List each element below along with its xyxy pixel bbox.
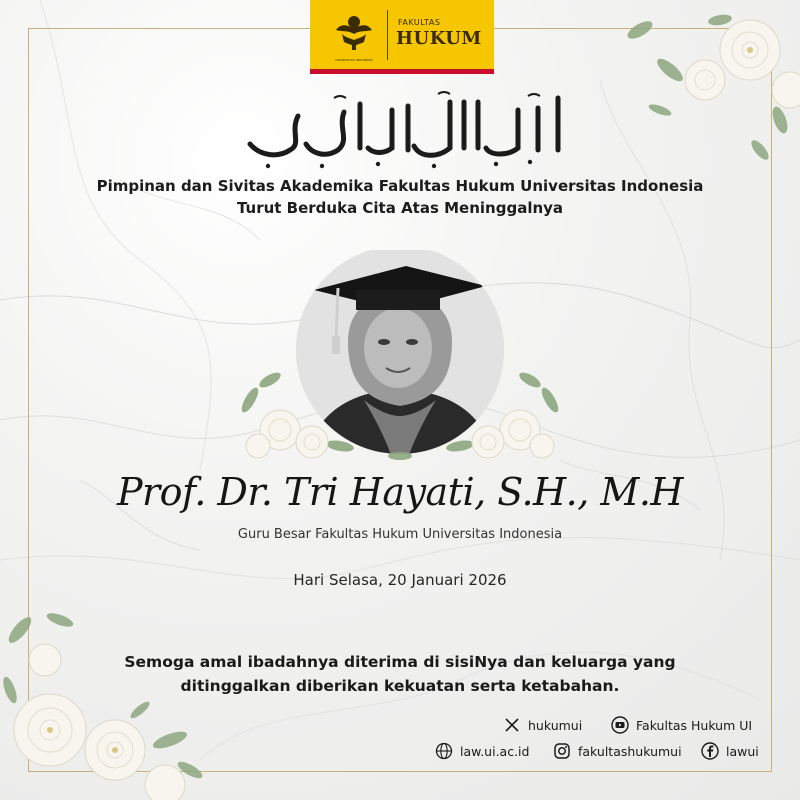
instagram-icon — [552, 741, 572, 761]
logo-subtitle: FAKULTAS — [398, 18, 441, 27]
announcement-line-2: Turut Berduka Cita Atas Meninggalnya — [236, 199, 564, 217]
calligraphy-image — [238, 88, 564, 172]
instagram-handle: fakultashukumui — [578, 743, 682, 759]
university-label: UNIVERSITAS INDONESIA — [335, 58, 373, 62]
youtube-handle: Fakultas Hukum UI — [636, 717, 753, 733]
flower-wreath — [240, 360, 560, 470]
social-website[interactable] — [434, 740, 529, 762]
social-x[interactable] — [502, 714, 582, 736]
date-text: Hari Selasa, 20 Januari 2026 — [293, 571, 507, 589]
globe-icon — [434, 741, 454, 761]
logo-title: HUKUM — [396, 28, 482, 49]
youtube-icon — [610, 715, 630, 735]
social-facebook[interactable] — [700, 740, 759, 762]
prayer-line-2: ditinggalkan diberikan kekuatan serta ketabahan. — [180, 677, 620, 695]
x-handle: hukumui — [528, 717, 583, 733]
faculty-logo — [310, 0, 494, 74]
prayer-line-1: Semoga amal ibadahnya diterima di sisiNya dan keluarga yang — [124, 653, 676, 671]
website-url: law.ui.ac.id — [460, 743, 530, 759]
facebook-icon — [700, 741, 720, 761]
logo-divider — [387, 10, 388, 60]
social-youtube[interactable] — [610, 714, 752, 736]
facebook-handle: lawui — [726, 743, 759, 759]
flower-decoration-bottom-left — [0, 600, 210, 800]
x-icon — [502, 715, 522, 735]
seal-icon — [328, 8, 380, 60]
prayer-text — [100, 650, 700, 698]
person-title: Guru Besar Fakultas Hukum Universitas Indonesia — [237, 527, 563, 542]
flower-decoration-top-right — [600, 0, 800, 170]
social-instagram[interactable] — [552, 740, 682, 762]
announcement-line-1: Pimpinan dan Sivitas Akademika Fakultas Hukum Universitas Indonesia — [96, 177, 704, 195]
person-name: Prof. Dr. Tri Hayati, S.H., M.H — [116, 470, 684, 514]
